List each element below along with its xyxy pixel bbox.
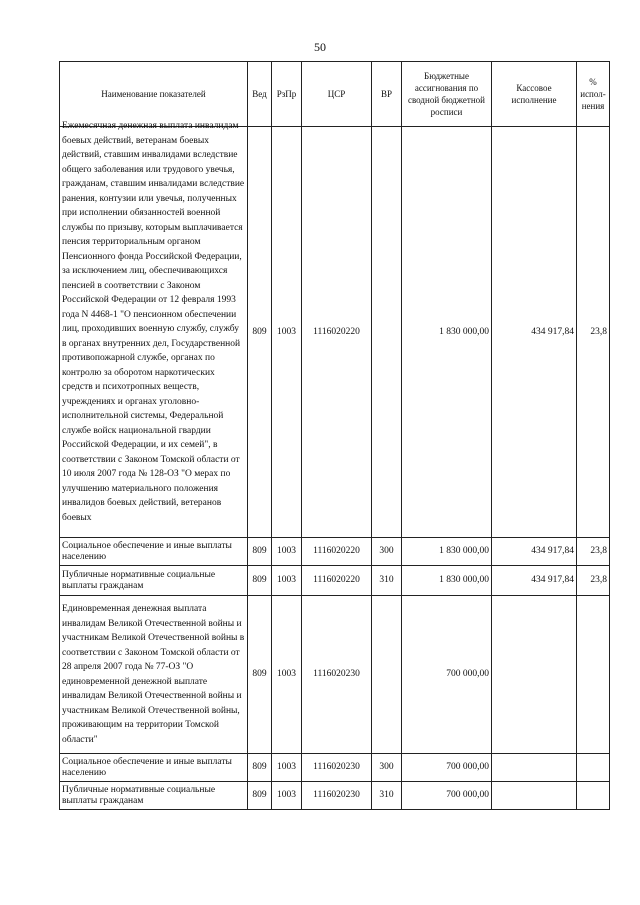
row-ved: 809 [248,127,272,538]
row-pct [577,782,610,810]
row-cash: 434 917,84 [492,127,577,538]
row-vr: 300 [372,538,402,566]
row-pct [577,596,610,754]
row-budget: 1 830 000,00 [402,566,492,596]
header-csr: ЦСР [302,62,372,127]
row-budget: 700 000,00 [402,596,492,754]
row-csr: 1116020230 [302,782,372,810]
row-cash: 434 917,84 [492,538,577,566]
budget-execution-table [59,61,610,810]
row-cash: 434 917,84 [492,566,577,596]
row-ved: 809 [248,596,272,754]
row-name: Социальное обеспечение и иные выплаты населению [60,538,248,566]
row-cash [492,754,577,782]
header-vr: ВР [372,62,402,127]
row-csr: 1116020220 [302,538,372,566]
row-rzpr: 1003 [272,538,302,566]
page-number: 50 [314,40,326,54]
row-vr [372,596,402,754]
row-ved: 809 [248,538,272,566]
row-budget: 700 000,00 [402,782,492,810]
row-csr: 1116020220 [302,566,372,596]
row-rzpr: 1003 [272,782,302,810]
row-csr: 1116020220 [302,127,372,538]
table-row [60,754,610,782]
row-cash [492,596,577,754]
header-budget: Бюджетные ассигнования по сводной бюджетной росписи [402,62,492,127]
row-budget: 700 000,00 [402,754,492,782]
row-rzpr: 1003 [272,566,302,596]
row-vr: 310 [372,566,402,596]
row-csr: 1116020230 [302,754,372,782]
table-row [60,538,610,566]
row-ved: 809 [248,782,272,810]
header-pct: % испол-нения [577,62,610,127]
header-ved: Вед [248,62,272,127]
row-rzpr: 1003 [272,754,302,782]
table-row [60,782,610,810]
header-cash: Кассовое исполнение [492,62,577,127]
row-budget: 1 830 000,00 [402,127,492,538]
row-vr: 310 [372,782,402,810]
row-vr [372,127,402,538]
row-rzpr: 1003 [272,127,302,538]
row-pct [577,754,610,782]
row-name: Социальное обеспечение и иные выплаты населению [60,754,248,782]
row-name: Единовременная денежная выплата инвалидам Великой Отечественной войны и участникам Великой Отечественной войны в соответствии с Законом Томской области от 28 апреля 2007 года № 77-ОЗ "О единовременной денежной выплате инвалидам Великой Отечественной войны и участникам Великой Отечественной войны, проживающим на территории Томской области" [60,596,248,754]
row-pct: 23,8 [577,538,610,566]
header-name: Наименование показателей [60,62,248,127]
row-pct: 23,8 [577,127,610,538]
table-row [60,127,610,538]
table-row [60,596,610,754]
row-rzpr: 1003 [272,596,302,754]
row-name: Публичные нормативные социальные выплаты гражданам [60,782,248,810]
table-row [60,566,610,596]
row-name-cell: Ежемесячная денежная выплата инвалидам боевых действий, ветеранам боевых действий, ставшим инвалидами вследствие общего заболевания или трудового увечья, гражданам, ставшим инвалидами вследствие ранения, контузии или увечья, полученных при исполнении обязанностей военной службы по призыву, которым выплачивается пенсия территориальным органом Пенсионного фонда Российской Федерации, за исключением лиц, обеспечивающихся пенсией в соответствии с Законом Российской Федерации от 12 февраля 1993 года N 4468-1 "О пенсионном обеспечении лиц, проходивших военную службу, службу в органах внутренних дел, Государственной противопожарной службе, органах по контролю за оборотом наркотических средств и психотропных веществ, учреждениях и органах уголовно-исполнительной системы, Федеральной службе войск национальной гвардии Российской Федерации, и их семей", в соответствии с Законом Томской области от 10 июля 2007 года № 128-ОЗ "О мерах по улучшению материального положения инвалидов боевых действий, ветеранов боевых [60,127,248,538]
row-csr: 1116020230 [302,596,372,754]
row-budget: 1 830 000,00 [402,538,492,566]
row-pct: 23,8 [577,566,610,596]
table-header-row [60,62,610,127]
row-ved: 809 [248,566,272,596]
row-ved: 809 [248,754,272,782]
header-rzpr: РзПр [272,62,302,127]
row-name: Публичные нормативные социальные выплаты гражданам [60,566,248,596]
row-cash [492,782,577,810]
row-vr: 300 [372,754,402,782]
